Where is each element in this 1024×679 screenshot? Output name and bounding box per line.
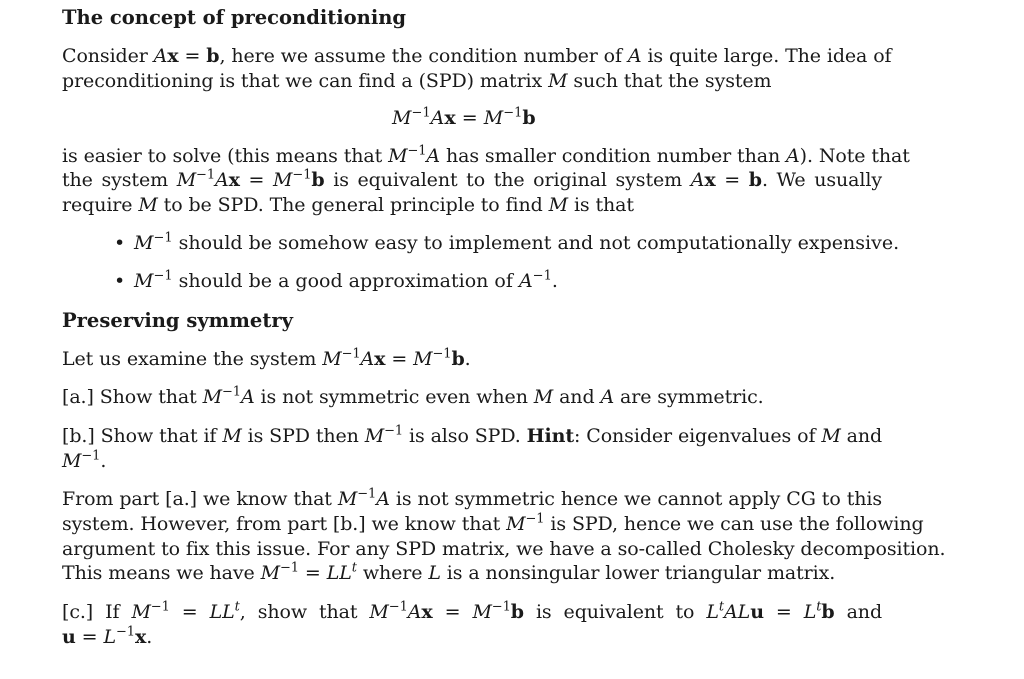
paragraph-line: This means we have $M^{-1} = LL^t$ where L is a nonsingular lower triangular matrix.	[62, 560, 836, 584]
section-heading-concept: The concept of preconditioning	[62, 6, 407, 29]
bullet-dot-icon: •	[114, 232, 126, 254]
paragraph-line: From part [a.] we know that $M^{-1}A$ is not symmetric hence we cannot apply CG to this	[62, 486, 882, 510]
paragraph-line: the system $M^{-1}Ax = M^{-1}b$ is equivalent to the original system Ax = b. We usually	[62, 167, 882, 191]
bullet-item: • $M^{-1}$ should be somehow easy to implement and not computationally expensive.	[114, 230, 900, 254]
paragraph-line: preconditioning is that we can find a (SPD) matrix M such that the system	[62, 70, 772, 92]
exercise-item-a: [a.] Show that $M^{-1}A$ is not symmetric even when M and A are symmetric.	[62, 384, 764, 408]
paragraph-line: Let us examine the system $M^{-1}Ax = M^{-1}b$.	[62, 346, 471, 370]
paragraph-line: require M to be SPD. The general principle to find M is that	[62, 194, 634, 216]
section-heading-symmetry: Preserving symmetry	[62, 309, 293, 332]
exercise-item-b: [b.] Show that if M is SPD then $M^{-1}$ is also SPD. Hint: Consider eigenvalues of M and	[62, 423, 883, 447]
display-equation: $M^{-1}Ax = M^{-1}b$	[392, 105, 536, 129]
bullet-dot-icon: •	[114, 270, 126, 292]
exercise-item-c-cont: $u = L^{-1}x$.	[62, 624, 153, 648]
paragraph-line: argument to fix this issue. For any SPD matrix, we have a so-called Cholesky decomposition.	[62, 538, 946, 560]
paragraph-line: is easier to solve (this means that $M^{-1}A$ has smaller condition number than A). Note that	[62, 143, 910, 167]
paragraph-line: system. However, from part [b.] we know that $M^{-1}$ is SPD, hence we can use the following	[62, 511, 924, 535]
exercise-item-b-cont: $M^{-1}$.	[62, 448, 107, 472]
exercise-item-c: [c.] If $M^{-1} = LL^t$, show that $M^{-1}Ax = M^{-1}b$ is equivalent to $L^tALu = L^tb$ and	[62, 599, 883, 623]
bullet-item: • $M^{-1}$ should be a good approximation of $A^{-1}$.	[114, 268, 558, 292]
paragraph-line: Consider Ax = b, here we assume the condition number of A is quite large. The idea of	[62, 45, 892, 67]
